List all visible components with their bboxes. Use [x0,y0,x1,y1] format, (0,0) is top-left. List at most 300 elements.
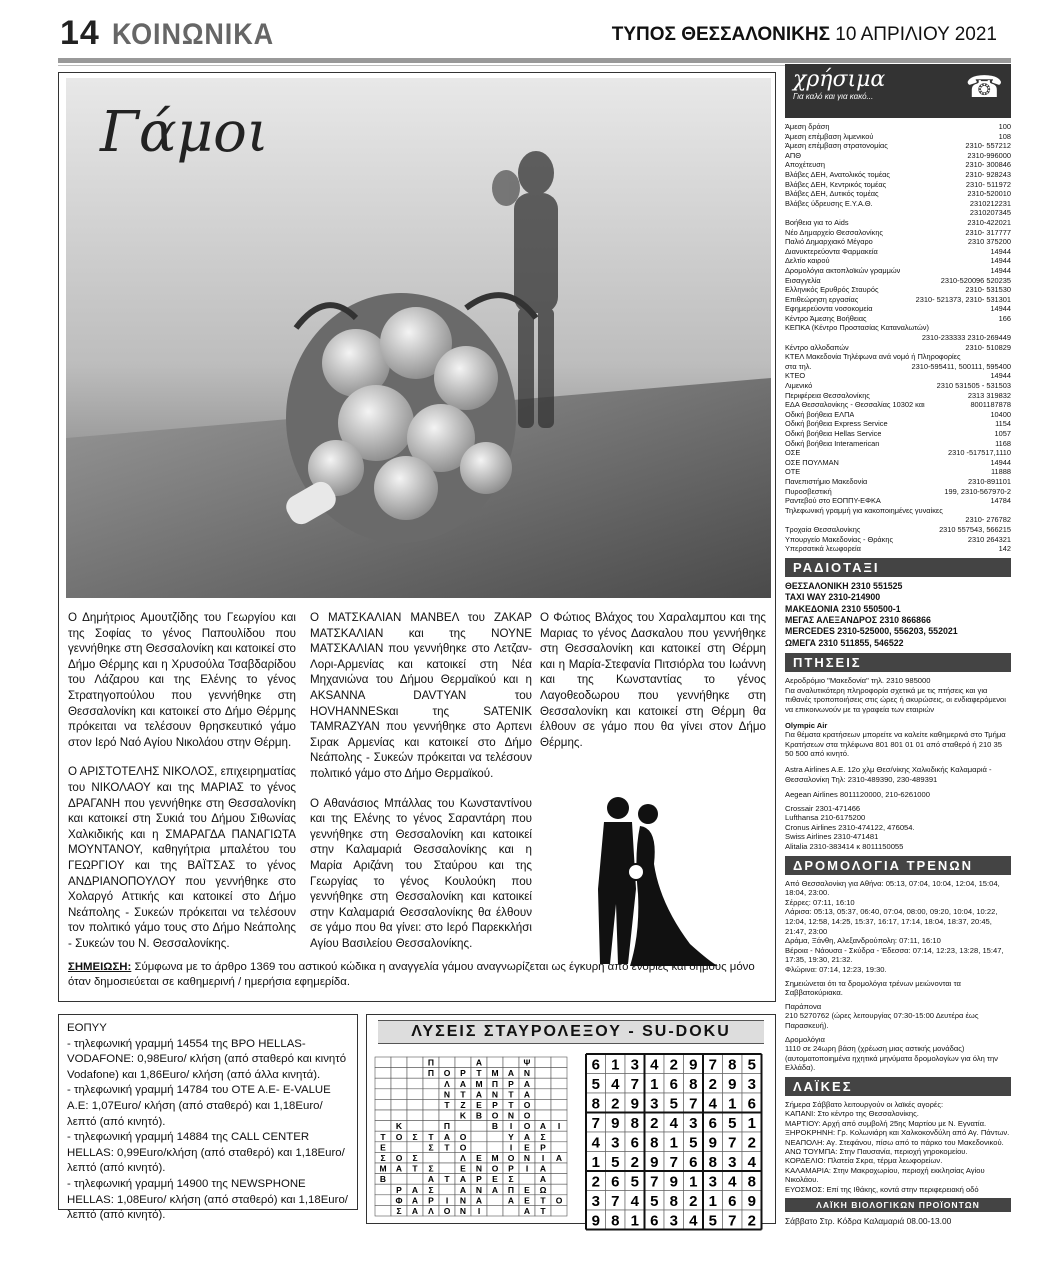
olympic-text: Για θέματα κρατήσεων μπορείτε να καλείτε καθημερινά στο Τμήμα Κρατήσεων στα τηλέφωνα 801 801 01 01 από σταθερό ή 210 35 50 500 από κινητό. [785,730,1006,759]
phone-label: Βλάβες ΔΕΗ, Κεντρικός τομέας [785,179,887,189]
phone-number: 2310-996000 [967,150,1011,160]
crossword-cell [519,1174,535,1185]
crossword-letter: Τ [460,1089,466,1100]
train-line: Φλώρινα: 07:14, 12:23, 19:30. [785,965,887,974]
sudoku-digit: 8 [611,1212,620,1230]
trains-info [785,879,1011,1073]
phone-number: 2310 -517517,1110 [947,448,1011,458]
crossword-cell [407,1089,423,1100]
phone-row [785,535,1011,545]
sudoku-digit: 6 [747,1095,756,1113]
crossword-cell [535,1057,551,1068]
phone-number: 2310- 300846 [965,160,1011,170]
sudoku-digit: 2 [669,1056,678,1074]
crossword-cell [471,1131,487,1142]
phone-number: 14944 [990,371,1011,381]
sudoku-digit: 3 [650,1095,659,1113]
crossword-solution-grid [374,1056,568,1224]
crossword-letter: Ν [459,1195,467,1206]
bio-market-text: Σάββατο Στρ. Κόδρα Καλαμαριά 08.00-13.00 [785,1216,952,1226]
sudoku-digit: 8 [669,1193,678,1210]
paper-name: ΤΥΠΟΣ ΘΕΣΣΑΛΟΝΙΚΗΣ [611,24,830,45]
crossword-letter: Ρ [492,1100,498,1110]
crossword-letter: Ε [380,1142,386,1153]
crossword-letter: Ρ [540,1142,546,1153]
crossword-cell [375,1068,391,1079]
crossword-letter: Ι [509,1121,513,1132]
phone-label: Διανυκτερεύοντα Φαρμακεία [785,246,878,256]
phone-row [785,276,1011,286]
crossword-letter: Ο [395,1153,403,1163]
phone-number: 2310207345 [969,208,1011,218]
sudoku-digit: 3 [611,1134,620,1152]
crossword-letter: Ο [555,1195,563,1206]
airline-line: Alitalia 2310-383414 κ 8011150055 [785,842,904,852]
crossword-letter: Α [507,1195,515,1206]
crossword-cell [375,1089,391,1100]
phone-row [785,199,1011,209]
crossword-cell [487,1131,503,1142]
section-title: ΚΟΙΝΩΝΙΚΑ [112,18,275,51]
phone-label: Οδική βοήθεια Express Service [785,419,888,429]
crossword-letter: Τ [380,1131,386,1142]
crossword-letter: Υ [508,1131,514,1142]
airline-line: Cronus Airlines 2310-474122, 476054. [785,822,915,832]
train-line: Δράμα, Ξάνθη, Αλεξανδρούπολη: 07:11, 16:10 [785,936,941,946]
crossword-letter: Β [379,1174,387,1185]
crossword-letter: Β [475,1110,483,1121]
phone-label: Βοήθεια για το Aids [785,217,849,227]
market-item: ΞΗΡΟΚΡΗΝΗ: Γρ. Κολωνιάρη και Χαλκοκονδύλη από Αγ. Πάντων. [785,1128,1010,1138]
sudoku-digit: 8 [747,1173,756,1191]
sudoku-digit: 1 [630,1212,639,1230]
crossword-letter: Ν [475,1184,483,1195]
sudoku-digit: 2 [611,1095,620,1113]
crossword-letter: Τ [444,1142,450,1153]
schedules-phone: 1110 σε 24ωρη βάση (χρέωση μιας αστικής μονάδας) (αυτοματοποιημένα ηχητικά μηνύματα δρομολογίων για όλη την Ελλάδα). [785,1044,998,1073]
train-line: Σέρρες: 07:11, 16:10 [785,897,855,907]
announcement: Ο Δημήτριος Αμουτζίδης του Γεωργίου και της Σοφίας το γένος Παπουλίδου που γεννήθηκε στη Θεσσαλονίκη και κατοικεί στο Δήμο Θέρμης και η Χρυσούλα Τσαβδαρίδου του Λάζαρου και της Ελένης το γένος Στρατηγοπούλου που γεννήθηκε στη Θεσσαλονίκη και κατοικεί στο Δήμο Θέρμης πρόκειται να τελέσουν θρησκευτικό γάμο στον Ιερό Ναό Αγίου Νικολάου στην Θέρμη. [68,611,296,749]
crossword-letter: Ν [523,1068,531,1079]
sudoku-digit: 2 [689,1193,698,1210]
sudoku-digit: 1 [591,1154,600,1171]
phone-row [785,247,1011,257]
sudoku-digit: 7 [689,1095,698,1113]
phone-label: Περιφέρεια Θεσσαλονίκης [785,390,870,400]
sudoku-digit: 5 [611,1154,620,1171]
crossword-cell [551,1174,567,1185]
crossword-letter: Α [523,1078,531,1089]
sudoku-digit: 9 [630,1095,639,1113]
phone-label: Άμεση δράση [785,122,830,131]
phone-label: Βλάβες ΔΕΗ, Ανατολικός τομέας [785,169,890,179]
crossword-letter: Ρ [460,1068,466,1079]
crossword-letter: Α [539,1174,547,1185]
note-label: ΣΗΜΕΙΩΣΗ: [68,961,132,973]
crossword-letter: Ο [523,1121,531,1132]
sudoku-digit: 7 [669,1154,678,1171]
crossword-letter: Ν [475,1163,483,1174]
sudoku-digit: 1 [689,1173,698,1191]
crossword-letter: Ψ [523,1057,531,1068]
phone-row [785,189,1011,199]
crossword-cell [391,1110,407,1121]
phone-label: ΑΠΘ [785,150,802,160]
sudoku-digit: 3 [630,1056,639,1074]
crossword-letter: Π [507,1184,515,1195]
sudoku-digit: 4 [650,1056,659,1074]
sudoku-digit: 4 [669,1115,678,1132]
crossword-letter: Α [395,1163,403,1174]
phone-label: Τηλεφωνική γραμμή για κακοποιημένες γυναίκες [785,505,943,515]
phone-row [785,141,1011,151]
phone-number: 2310- 511972 [965,179,1011,189]
phone-number: 14944 [990,256,1011,266]
train-line: Βέροια - Νάουσα - Σκύδρα - Έδεσσα: 07:14, 12:23, 13:28, 15:47, 17:35, 19:30, 21:32. [785,945,1004,965]
feature-title: Γάμοι [100,100,269,165]
crossword-letter: Ν [491,1089,499,1100]
crossword-letter: Τ [540,1206,546,1216]
sudoku-digit: 7 [728,1212,737,1230]
crossword-letter: Σ [428,1142,434,1153]
market-item: ΜΑΡΤΙΟΥ: Αρχή από συμβολή 25ης Μαρτίου με Ν. Εγνατία. [785,1118,987,1128]
phone-row [785,122,1011,132]
crossword-cell [455,1057,471,1068]
crossword-letter: Β [491,1121,499,1132]
column-3 [540,610,766,974]
phone-row [785,314,1011,324]
crossword-letter: Ρ [396,1184,402,1195]
crossword-letter: Ο [491,1163,499,1174]
crossword-letter: Ε [476,1100,482,1110]
crossword-cell [407,1121,423,1132]
crossword-letter: Ρ [508,1163,514,1174]
phone-label: Οδική βοήθεια ΕΛΠΑ [785,409,855,419]
sudoku-digit: 5 [728,1115,737,1132]
airline-line: Lufthansa 210-6175200 [785,813,866,823]
phone-number: 1168 [995,438,1011,448]
sudoku-digit: 8 [708,1154,717,1171]
crossword-cell [471,1142,487,1153]
sudoku-digit: 2 [747,1212,756,1230]
useful-header [785,64,1011,118]
sudoku-digit: 7 [611,1193,620,1210]
sudoku-digit: 8 [728,1056,737,1074]
crossword-cell [391,1068,407,1079]
sudoku-digit: 9 [708,1134,717,1152]
sudoku-digit: 3 [747,1076,756,1093]
phone-number: 2310 264321 [967,534,1011,544]
crossword-cell [423,1099,439,1110]
train-line: Από Θεσσαλονίκη για Αθήνα: 05:13, 07:04, 10:04, 12:04, 15:04, 18:04, 23:00. [785,878,1000,898]
crossword-letter: Λ [460,1153,466,1163]
crossword-letter: Α [523,1089,531,1100]
phone-number: 2310 557543, 566215 [939,524,1011,534]
crossword-letter: Τ [444,1174,450,1185]
phone-label: Άμεση επέμβαση στρατονομίας [785,141,888,151]
crossword-letter: Ο [523,1110,531,1121]
crossword-letter: Ε [492,1174,498,1185]
sudoku-digit: 4 [728,1173,737,1191]
taxi-title: ΡΑΔΙΟΤΑΞΙ [785,558,1011,577]
sudoku-svg [584,1052,764,1232]
crossword-letter: Κ [395,1121,403,1132]
phone-row [785,266,1011,276]
market-item: ΚΟΡΔΕΛΙΟ: Πλατεία Σκρα, τέρμα λεωφορείων. [785,1156,943,1166]
announcement: Ο Φώτιος Βλάχος του Χαραλαμπου και της Μαριας το γένος Δασκαλου που γεννήθηκε στη Θεσσαλονίκη και κατοικεί στη Θέρμη και η Μαρία-Στεφανία Πιτσιόρλα του Ιωάννη και της Κωνσταντίας το γένος Λαγοθεοδωρου που γεννήθηκε στη Θεσσαλονίκη και κατοικεί στη Θέρμη θα έλθουν σε γάμο που θα γίνει στον Δήμο Θέρμης. [540,611,766,749]
phone-label: Οδική βοήθεια Hellas Service [785,429,882,438]
crossword-letter: Σ [540,1131,546,1142]
sudoku-digit: 4 [708,1095,717,1113]
crossword-cell [503,1057,519,1068]
phone-number: 2310-595411, 500111, 595400 [911,361,1011,371]
phone-number: 1154 [995,419,1011,429]
crossword-letter: Ε [524,1184,530,1195]
phone-row [785,544,1011,554]
phone-label: Εισαγγελία [785,275,821,285]
phone-label: Λιμενικό [785,381,813,391]
phone-row [785,448,1011,458]
sudoku-digit: 7 [650,1173,659,1191]
crossword-letter: Α [555,1153,563,1163]
phone-row [785,170,1011,180]
sudoku-digit: 2 [708,1076,717,1093]
puzzle-solutions-title: ΛΥΣΕΙΣ ΣΤΑΥΡΟΛΕΞΟΥ - SU-DOKU [378,1020,764,1044]
phone-row [785,477,1011,487]
crossword-letter: Ο [459,1142,467,1153]
crossword-cell [423,1121,439,1132]
sudoku-digit: 9 [650,1154,659,1171]
phone-number: 2310 375200 [967,237,1011,247]
crossword-cell [375,1121,391,1132]
crossword-letter: Π [443,1121,451,1132]
astra-text: Astra Airlines A.E. 12ο χλμ Θεσ/νίκης Χαλκιδικής Καλαμαριά - Θεσσαλονίκη Τηλ: 2310-489390, 230-489391 [785,764,992,784]
phone-directory [785,122,1011,554]
phone-row [785,343,1011,353]
crossword-cell [407,1057,423,1068]
market-item: ΕΥΟΣΜΟΣ: Επί της Ιθάκης, κοντά στην περιφερειακή οδό [785,1184,979,1194]
crossword-letter: Ο [443,1206,451,1216]
phone-row [785,132,1011,142]
phone-number: 2310-891101 [967,476,1011,486]
crossword-letter: Α [539,1163,547,1174]
sudoku-digit: 5 [650,1193,659,1210]
sudoku-digit: 3 [591,1193,600,1210]
crossword-cell [423,1078,439,1089]
train-note: Σημειώνεται ότι τα δρομολόγια τρένων μειώνονται τα Σαββατοκύριακα. [785,978,961,998]
phone-label: Δελτίο καιρού [785,256,830,266]
phone-label: Οδική βοήθεια Interamerican [785,438,880,448]
crossword-letter: Λ [428,1206,434,1216]
crossword-cell [407,1099,423,1110]
sudoku-solution-grid [584,1052,764,1237]
phone-number: 10400 [990,409,1011,419]
train-line: Λάρισα: 05:13, 05:37, 06:40, 07:04, 08:00, 09:20, 10:04, 10:22, 12:04, 12:58, 14:25, 15:37, 16:17, 17:14, 18:04, 18:37, 20:45, 21:47, 23:00 [785,907,998,936]
phone-row [785,515,1011,525]
phone-row [785,218,1011,228]
phone-row [785,228,1011,238]
crossword-letter: Ρ [428,1195,434,1206]
crossword-cell [551,1089,567,1100]
flights-info [785,676,1011,852]
airport-note: Για αναλυτικότερη πληροφορία σχετικά με τις πτήσεις και για πιθανές τροποποιήσεις στις ώρες ή ακυρώσεις, οι ενδιαφερόμενοι να επικοινωνούν με τα γραφεία των εταιριών [785,685,1006,714]
phone-label: Υπουργείο Μακεδονίας - Θράκης [785,534,894,544]
phone-number: 2310- 510829 [965,342,1011,352]
crossword-letter: Ε [524,1142,530,1153]
sudoku-digit: 2 [591,1173,600,1191]
phone-label: Επιθεώρηση εργασίας [785,294,859,304]
phone-row [785,352,1011,362]
crossword-letter: Α [523,1206,531,1216]
crossword-letter: Ρ [508,1078,514,1089]
phone-row [785,419,1011,429]
sudoku-digit: 4 [630,1193,639,1210]
phone-row [785,525,1011,535]
phone-row [785,429,1011,439]
crossword-cell [551,1057,567,1068]
crossword-letter: Σ [412,1153,418,1163]
crossword-cell [535,1110,551,1121]
crossword-cell [391,1089,407,1100]
phone-number: 199, 2310-567970-2 [944,486,1011,496]
sudoku-digit: 6 [591,1056,600,1074]
phone-row [785,208,1011,218]
crossword-letter: Ν [443,1089,451,1100]
markets-title: ΛΑΪΚΕΣ [785,1077,1011,1096]
crossword-letter: Ο [443,1068,451,1079]
phone-label: Βλάβες ύδρευσης Ε.Υ.Α.Θ. [785,198,873,208]
phone-number: 14944 [990,246,1011,256]
sudoku-digit: 3 [689,1115,698,1132]
crossword-cell [375,1110,391,1121]
sudoku-digit: 5 [708,1212,717,1230]
crossword-letter: Ι [445,1195,449,1206]
sudoku-digit: 1 [611,1056,620,1074]
phone-row [785,467,1011,477]
eopyy-title: ΕΟΠΥΥ [67,1022,107,1034]
crossword-letter: Ι [541,1153,545,1163]
crossword-letter: Φ [395,1195,403,1206]
phone-row [785,304,1011,314]
phone-label: Κέντρο Άμεσης Βοήθειας [785,313,867,323]
sudoku-digit: 4 [689,1212,698,1230]
couple-silhouette-icon [570,794,720,969]
phone-label: Αποχέτευση [785,160,825,170]
sudoku-digit: 3 [708,1173,717,1191]
legal-note [68,960,768,990]
phone-row [785,180,1011,190]
phone-number: 1057 [994,429,1011,438]
taxi-line: MERCEDES 2310-525000, 556203, 552021 [785,626,958,637]
phone-label: Πανεπιστήμιο Μακεδονία [785,476,868,486]
crossword-letter: Ν [507,1110,515,1121]
sudoku-digit: 7 [630,1076,639,1093]
sudoku-digit: 1 [650,1076,659,1093]
crossword-cell [535,1078,551,1089]
phone-row [785,285,1011,295]
markets-intro: Σήμερα Σάββατο λειτουργούν οι λαϊκές αγορές: [785,1099,944,1109]
phone-row [785,362,1011,372]
crossword-cell [375,1057,391,1068]
crossword-letter: Σ [428,1163,434,1174]
crossword-letter: Τ [412,1163,418,1174]
page-number: 14 [60,14,100,52]
crossword-cell [551,1142,567,1153]
phone-number: 2310-520096 520235 [940,275,1011,285]
note-text: Σύμφωνα με το άρθρο 1369 του αστικού κώδικα η αναγγελία γάμου αναγνωρίζεται ως έγκυρη από ενορίες και δήμους μόνο όταν δημοσιεύεται σε καθημερινή / ημερήσια εφημερίδα. [68,961,755,988]
phone-number: 2310- 928243 [965,169,1011,179]
crossword-cell [551,1205,567,1216]
crossword-letter: Π [427,1057,435,1068]
phone-row [785,487,1011,497]
phone-row [785,410,1011,420]
sudoku-digit: 6 [650,1212,659,1230]
crossword-letter: Α [475,1089,483,1100]
taxi-line: ΜΑΚΕΔΟΝΙΑ 2310 550500-1 [785,603,901,614]
crossword-letter: Τ [428,1131,434,1142]
crossword-letter: Ε [476,1153,482,1163]
crossword-cell [407,1078,423,1089]
phone-number: 2310212231 [969,198,1011,208]
crossword-cell [407,1068,423,1079]
column-2 [310,610,532,965]
crossword-cell [375,1099,391,1110]
sudoku-digit: 8 [689,1076,698,1093]
crossword-cell [391,1174,407,1185]
crossword-letter: Π [427,1068,435,1079]
crossword-letter: Τ [508,1089,514,1100]
phone-label: Ελληνικός Ερυθρός Σταυρός [785,285,879,295]
phone-label: Υπερσατικά λεωφορεία [785,544,861,554]
sudoku-digit: 5 [669,1095,678,1113]
paper-masthead [612,24,997,46]
sudoku-digit: 4 [747,1154,756,1171]
crossword-letter: Α [411,1206,419,1216]
telephone-icon: ☎ [965,71,1003,104]
phone-number: 166 [998,313,1011,323]
sudoku-digit: 9 [611,1115,620,1132]
sudoku-digit: 6 [728,1193,737,1210]
issue-date: 10 ΑΠΡΙΛΙΟΥ 2021 [835,24,997,45]
phone-number: 8001187878 [970,400,1011,410]
sudoku-digit: 5 [630,1173,639,1191]
eopyy-box [58,1014,358,1222]
crossword-letter: Ο [507,1153,515,1163]
sudoku-digit: 3 [669,1212,678,1230]
phone-row [785,333,1011,343]
sudoku-digit: 9 [747,1193,756,1210]
phone-number: 100 [998,122,1011,131]
column-1 [68,610,296,965]
eopyy-line: - τηλεφωνική γραμμή 14554 της BPO HELLAS-VODAFONE: 0,98Euro/ κλήση (από σταθερό και κινητό Vodafone) και 1,86Euro/ κλήση (από άλλα κινητά). [67,1037,347,1081]
phone-number: 2310- 317777 [965,227,1011,237]
phone-number: 14784 [990,496,1011,506]
crossword-letter: Σ [428,1184,434,1195]
crossword-cell [551,1163,567,1174]
crossword-letter: Α [459,1184,467,1195]
market-item: ΝΕΑΠΟΛΗ: Αγ. Στεφάνου, πίσω από το πάρκο του Μακεδονικού. [785,1137,1004,1147]
taxi-line: TAXI WAY 2310-214900 [785,592,881,603]
sudoku-digit: 5 [747,1056,756,1074]
crossword-cell [375,1184,391,1195]
olympic-name: Olympic Air [785,720,828,730]
crossword-letter: Μ [475,1078,483,1089]
crossword-letter: Α [459,1078,467,1089]
phone-number: 14944 [990,457,1011,467]
crossword-cell [487,1057,503,1068]
sudoku-digit: 6 [708,1115,717,1132]
crossword-letter: Ι [509,1142,513,1153]
